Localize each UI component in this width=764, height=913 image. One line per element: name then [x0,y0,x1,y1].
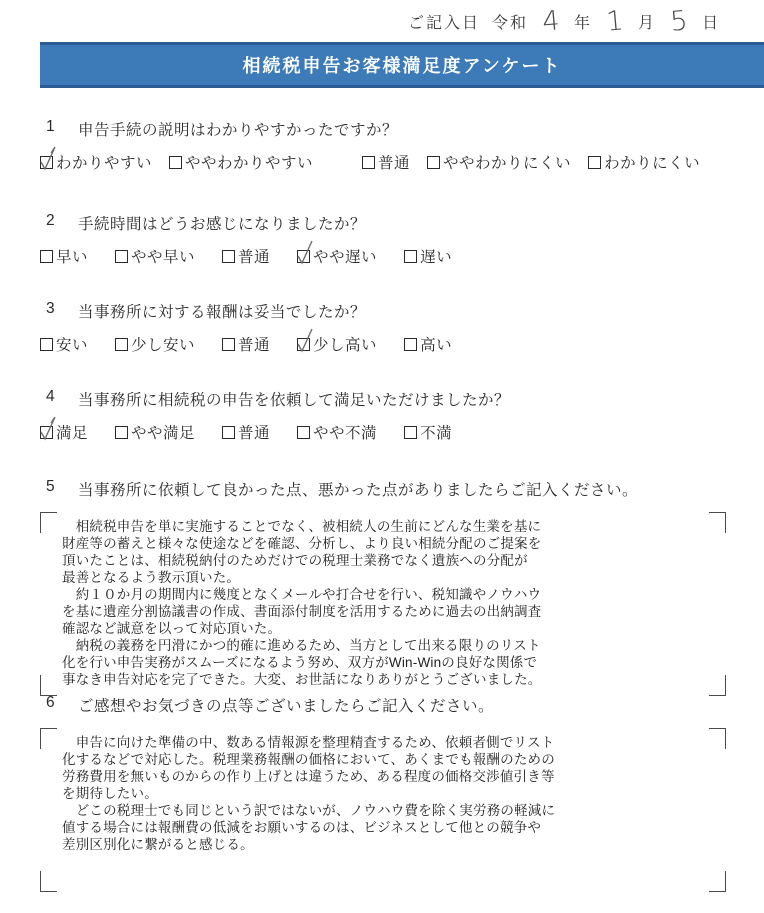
question-2 [40,212,746,267]
checkbox[interactable] [40,250,53,263]
answer-line: 化するなどで対応した。税理業務報酬の価格において、あくまでも報酬のための [62,752,555,767]
answer-line: 化を行い申告実務がスムーズになるよう努め、双方がWin-Winの良好な関係で [62,655,538,670]
question-2-options [40,245,746,267]
era-label: 令和 [492,14,529,32]
q4-option-3[interactable] [222,421,270,443]
question-6-head [40,694,746,716]
checkbox[interactable] [40,338,53,351]
option-label: やや早い [131,249,196,266]
answer-line: どこの税理士でも同じという訳ではないが、ノウハウ費を除く実労務の軽減に [62,803,556,818]
question-4-head [40,388,746,410]
option-label: 普通 [238,425,271,442]
survey-title-bar [40,42,764,88]
option-label: 安い [56,337,89,354]
option-label: 普通 [238,249,271,266]
checkbox[interactable] [362,156,375,169]
question-1 [40,118,746,173]
q2-option-4[interactable] [297,245,377,267]
q4-option-4[interactable] [297,421,377,443]
bracket-corner [709,871,726,892]
answer-line: 相続税申告を単に実施することでなく、被相続人の生前にどんな生業を基に [62,519,542,534]
question-text: ご感想やお気づきの点等ございましたらご記入ください。 [78,698,495,715]
survey-title: 相続税申告お客様満足度アンケート [242,56,562,76]
option-label: ややわかりやすい [185,155,314,172]
question-text: 手続時間はどうお感じになりましたか？ [78,216,367,233]
handwritten-month: 1 [605,4,625,38]
question-3-options [40,333,746,355]
checkbox[interactable] [404,338,417,351]
answer-line: 約１０か月の期間内に幾度となくメールや打合せを行い、税知識やノウハウ [62,587,542,602]
q3-option-1[interactable] [40,333,88,355]
question-number: 4 [46,388,55,405]
bracket-corner [709,728,726,749]
question-6-answer-area[interactable] [40,728,726,892]
q2-option-5[interactable] [404,245,452,267]
checkbox[interactable] [115,426,128,439]
answer-line: 差別区別化に繋がると感じる。 [62,837,254,852]
option-label: 不満 [420,425,453,442]
question-3-head [40,300,746,322]
checkbox[interactable] [297,426,310,439]
checkbox[interactable] [222,338,235,351]
option-label: 少し安い [131,337,196,354]
q2-option-2[interactable] [115,245,195,267]
bracket-corner [40,512,57,533]
answer-line: 最善となるよう教示頂いた。 [62,570,241,585]
question-number: 5 [46,478,55,495]
question-5 [40,478,746,696]
checkbox[interactable] [404,250,417,263]
handwritten-year: 4 [541,4,561,38]
checkbox[interactable] [427,156,440,169]
option-label: 早い [56,249,89,266]
question-text: 当事務所に依頼して良かった点、悪かった点がありましたらご記入ください。 [78,482,639,499]
answer-line: 申告に向けた準備の中、数ある情報源を整理精査するため、依頼者側でリスト [62,735,555,750]
answer-line: 確認など誠意を以って対応頂いた。 [62,621,282,636]
checkbox[interactable] [222,426,235,439]
answer-line: 値する場合には報酬費の低減をお願いするのは、ビジネスとして他との競争や [62,820,542,835]
bracket-corner [709,675,726,696]
q2-option-1[interactable] [40,245,88,267]
question-text: 当事務所に対する報酬は妥当でしたか？ [78,304,367,321]
checkbox[interactable] [297,250,310,263]
question-4 [40,388,746,443]
answer-line: を基に遺産分割協議書の作成、書面添付制度を活用するために過去の出納調査 [62,604,542,619]
handwritten-day: 5 [669,4,689,38]
question-number: 3 [46,300,55,317]
answer-line: 労務費用を無いものからの作り上げとは違うため、ある程度の価格交渉値引き等 [62,769,555,784]
question-number: 6 [46,694,55,711]
q3-option-3[interactable] [222,333,270,355]
bracket-corner [40,675,57,696]
checkbox[interactable] [588,156,601,169]
option-label: 満足 [56,425,89,442]
checkbox[interactable] [115,250,128,263]
day-unit: 日 [702,14,721,32]
option-label: わかりやすい [56,155,153,172]
checkbox[interactable] [222,250,235,263]
option-label: やや遅い [313,249,378,266]
year-unit: 年 [574,14,593,32]
question-5-answer-text [40,512,726,696]
q1-option-1[interactable] [40,151,152,173]
option-label: やや不満 [313,425,378,442]
question-2-head [40,212,746,234]
q4-option-5[interactable] [404,421,452,443]
option-label: ややわかりにくい [443,155,572,172]
answer-line: 事なき申告対応を完了できた。大変、お世話になりありがとうございました。 [62,672,542,687]
checkbox[interactable] [40,426,53,439]
question-1-head [40,118,746,140]
question-5-head [40,478,746,500]
option-label: 普通 [238,337,271,354]
q3-option-2[interactable] [115,333,195,355]
answer-line: 納税の義務を円滑にかつ的確に進めるため、当方として出来る限りのリスト [62,638,541,653]
question-4-options [40,421,746,443]
q3-option-5[interactable] [404,333,452,355]
question-number: 1 [46,118,55,135]
q1-option-3[interactable] [362,151,410,173]
bracket-corner [40,871,57,892]
checkbox[interactable] [40,156,53,169]
option-label: わかりにくい [604,155,701,172]
answer-line: を期待したい。 [62,786,158,801]
fill-in-date-line [408,2,720,40]
question-6 [40,694,746,892]
date-label: ご記入日 [408,14,481,32]
option-label: 遅い [420,249,453,266]
question-3 [40,300,746,355]
option-label: 高い [420,337,453,354]
q1-option-4[interactable] [427,151,571,173]
q1-option-2[interactable] [169,151,313,173]
q3-option-4[interactable] [297,333,377,355]
bracket-corner [709,512,726,533]
option-label: やや満足 [131,425,196,442]
month-unit: 月 [638,14,657,32]
answer-line: 財産等の蓄えと様々な使途などを確認、分析し、より良い相続分配のご提案を [62,536,542,551]
q1-option-5[interactable] [588,151,700,173]
question-text: 当事務所に相続税の申告を依頼して満足いただけましたか？ [78,392,511,409]
question-6-answer-text [40,728,726,861]
checkbox[interactable] [404,426,417,439]
question-5-answer-area[interactable] [40,512,726,696]
answer-line: 頂いたことは、相続税納付のためだけでの税理士業務でなく遺族への分配が [62,553,528,568]
q4-option-2[interactable] [115,421,195,443]
checkbox[interactable] [297,338,310,351]
question-number: 2 [46,212,55,229]
option-label: 少し高い [313,337,378,354]
checkbox[interactable] [115,338,128,351]
bracket-corner [40,728,57,749]
option-label: 普通 [378,155,411,172]
checkbox[interactable] [169,156,182,169]
question-1-options [40,151,746,173]
question-text: 申告手続の説明はわかりやすかったですか？ [78,122,399,139]
q2-option-3[interactable] [222,245,270,267]
q4-option-1[interactable] [40,421,88,443]
